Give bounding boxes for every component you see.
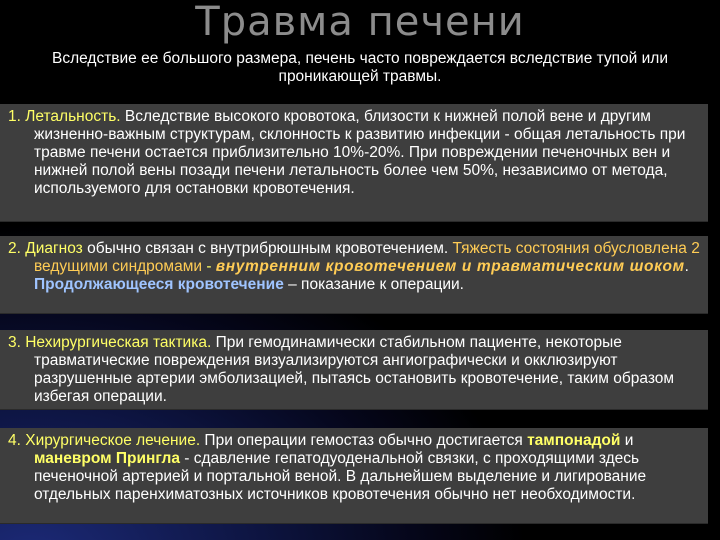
intro-text: Вследствие ее большого размера, печень часто повреждается вследствие тупой или проникающей травмы.	[51, 50, 669, 85]
section-nonsurgical-heading: 3. Нехирургическая тактика.	[8, 334, 212, 351]
section-surgical	[0, 428, 708, 524]
section-surgical-tamponade: тампонадой	[527, 432, 621, 449]
section-mortality-paragraph	[8, 108, 702, 198]
section-surgical-text-2: и	[620, 432, 634, 449]
section-surgical-text-1: При операции гемостаз обычно достигается	[200, 432, 528, 449]
section-diagnosis-dash: -	[202, 258, 216, 275]
section-diagnosis-heading: 2. Диагноз	[8, 240, 83, 257]
section-nonsurgical-paragraph	[8, 334, 702, 406]
section-mortality-text: Вследствие высокого кровотока, близости к нижней полой вене и другим жизненно-важным структурам, склонность к развитию инфекции - общая летальность при травме печени остается приблизительно 10%-20%. При повреждении печеночных вен и нижней полой вены позади печени летальность более чем 50%, независимо от метода, используемого для остановки кровотечения.	[34, 108, 686, 197]
section-diagnosis-syndromes: внутренним кровотечением и травматическим шоком	[215, 258, 685, 275]
section-diagnosis-paragraph	[8, 240, 702, 294]
section-diagnosis-text-2: .	[684, 258, 689, 275]
section-diagnosis-bleeding: Продолжающееся кровотечение	[34, 276, 284, 293]
section-diagnosis-severity: Тяжесть состояния обусловлена 2 ведущими синдромами	[34, 240, 700, 275]
section-diagnosis	[0, 236, 708, 314]
section-surgical-heading: 4. Хирургическое лечение.	[8, 432, 201, 449]
section-surgical-pringle: маневром Прингла	[34, 450, 180, 467]
section-mortality-heading: 1. Летальность.	[8, 108, 121, 125]
section-surgical-paragraph	[8, 432, 702, 504]
slide-title: Травма печени	[195, 0, 525, 45]
section-diagnosis-text-1: обычно связан с внутрибрюшным кровотечением.	[82, 240, 453, 257]
section-nonsurgical	[0, 330, 708, 410]
section-mortality	[0, 104, 708, 222]
section-diagnosis-text-3: – показание к операции.	[283, 276, 464, 293]
section-nonsurgical-text: При гемодинамически стабильном пациенте, некоторые травматические повреждения визуализируются ангиографически и окклюзируют разрушенные артерии эмболизацией, пытаясь остановить кровотечение, таким образом избегая операции.	[34, 334, 675, 405]
section-surgical-text-3: - сдавление гепатодуоденальной связки, с проходящими здесь печеночной артерией и портальной веной. В дальнейшем выделение и лигирование отдельных паренхиматозных источников кровотечения обычно нет необходимости.	[34, 450, 647, 503]
